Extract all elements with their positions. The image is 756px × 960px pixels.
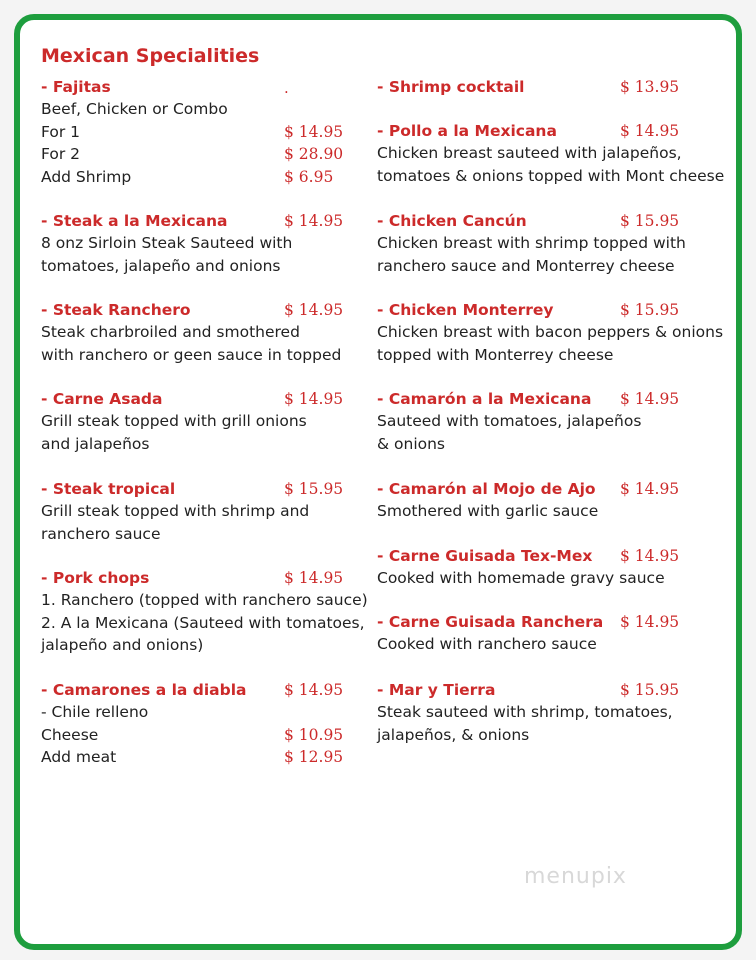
- item-description: tomatoes & onions topped with Mont cheese: [377, 166, 725, 185]
- decorative-dot: .: [284, 79, 289, 97]
- item-option-price: $ 10.95: [284, 725, 344, 744]
- item-description: Chicken breast with shrimp topped with: [377, 234, 686, 253]
- item-name: - Chicken Cancún: [377, 212, 527, 230]
- item-option-price: $ 12.95: [284, 748, 344, 767]
- item-description: 2. A la Mexicana (Sauteed with tomatoes,: [41, 613, 365, 632]
- item-name: - Camarón a la Mexicana: [377, 390, 592, 408]
- item-option-price: $ 6.95: [284, 167, 334, 186]
- item-name: - Steak Ranchero: [41, 301, 191, 319]
- item-description: Steak sauteed with shrimp, tomatoes,: [377, 703, 673, 722]
- item-price: $ 15.95: [620, 212, 680, 230]
- item-name: - Shrimp cocktail: [377, 78, 525, 96]
- item-description: Add meat: [41, 748, 117, 767]
- item-description: jalapeño and onions): [41, 636, 204, 655]
- item-price: $ 15.95: [620, 681, 680, 699]
- item-name: - Mar y Tierra: [377, 681, 496, 699]
- item-price: $ 14.95: [620, 390, 680, 408]
- item-price: $ 14.95: [284, 212, 344, 230]
- menu-heading: Mexican Specialities: [41, 45, 260, 67]
- item-description: Chicken breast with bacon peppers & onions: [377, 323, 724, 342]
- item-price: $ 14.95: [620, 547, 680, 565]
- item-price: $ 14.95: [284, 390, 344, 408]
- item-name: - Fajitas: [41, 78, 111, 96]
- item-name: - Camarón al Mojo de Ajo: [377, 480, 596, 498]
- item-price: $ 15.95: [284, 480, 344, 498]
- item-description: ranchero sauce: [41, 524, 161, 543]
- item-description: topped with Monterrey cheese: [377, 345, 614, 364]
- item-description: and jalapeños: [41, 434, 150, 453]
- item-name: - Chicken Monterrey: [377, 301, 554, 319]
- item-price: $ 14.95: [620, 122, 680, 140]
- item-option-price: $ 14.95: [284, 122, 344, 141]
- item-description: Cooked with homemade gravy sauce: [377, 569, 665, 588]
- item-description: with ranchero or geen sauce in topped: [41, 345, 342, 364]
- item-description: For 1: [41, 122, 81, 141]
- item-description: - Chile relleno: [41, 703, 149, 722]
- item-description: Grill steak topped with shrimp and: [41, 502, 310, 521]
- item-price: $ 15.95: [620, 301, 680, 319]
- item-name: - Pork chops: [41, 569, 150, 587]
- item-description: & onions: [377, 434, 446, 453]
- item-description: Sauteed with tomatoes, jalapeños: [377, 412, 642, 431]
- item-price: $ 13.95: [620, 78, 680, 96]
- item-description: tomatoes, jalapeño and onions: [41, 256, 281, 275]
- item-price: $ 14.95: [284, 681, 344, 699]
- item-name: - Camarones a la diabla: [41, 681, 247, 699]
- item-description: Add Shrimp: [41, 167, 132, 186]
- item-description: Beef, Chicken or Combo: [41, 100, 228, 119]
- item-price: $ 14.95: [284, 569, 344, 587]
- item-description: 8 onz Sirloin Steak Sauteed with: [41, 234, 293, 253]
- item-name: - Carne Guisada Tex-Mex: [377, 547, 593, 565]
- item-name: - Steak tropical: [41, 480, 176, 498]
- item-description: Cooked with ranchero sauce: [377, 635, 597, 654]
- item-description: Steak charbroiled and smothered: [41, 323, 300, 342]
- item-name: - Carne Asada: [41, 390, 163, 408]
- watermark-logo: menupix: [524, 864, 627, 889]
- item-name: - Carne Guisada Ranchera: [377, 613, 604, 631]
- item-description: jalapeños, & onions: [377, 725, 530, 744]
- item-price: $ 14.95: [284, 301, 344, 319]
- item-description: Smothered with garlic sauce: [377, 502, 599, 521]
- item-description: For 2: [41, 145, 81, 164]
- item-price: $ 14.95: [620, 613, 680, 631]
- item-description: ranchero sauce and Monterrey cheese: [377, 256, 675, 275]
- item-name: - Steak a la Mexicana: [41, 212, 228, 230]
- item-description: Cheese: [41, 725, 99, 744]
- item-option-price: $ 28.90: [284, 145, 344, 164]
- item-description: Chicken breast sauteed with jalapeños,: [377, 144, 682, 163]
- item-description: Grill steak topped with grill onions: [41, 412, 307, 431]
- item-description: 1. Ranchero (topped with ranchero sauce): [41, 591, 368, 610]
- item-name: - Pollo a la Mexicana: [377, 122, 557, 140]
- item-price: $ 14.95: [620, 480, 680, 498]
